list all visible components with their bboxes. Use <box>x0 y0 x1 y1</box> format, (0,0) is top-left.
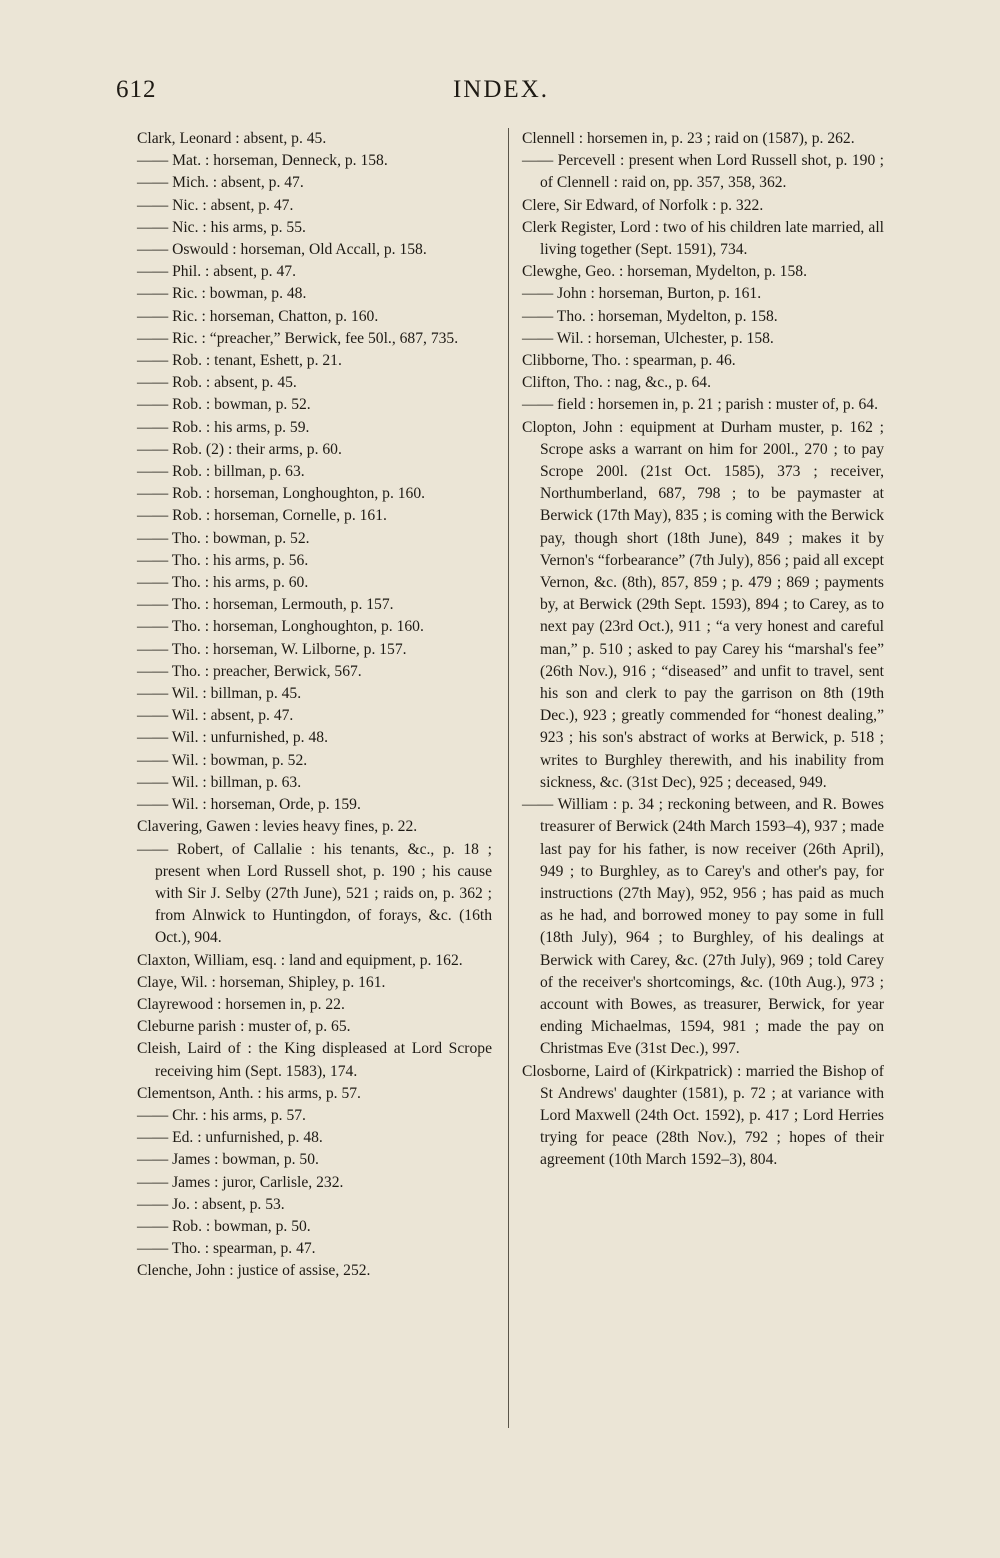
index-entry: —— field : horsemen in, p. 21 ; parish : muster of, p. 64. <box>522 396 879 414</box>
index-entry: —— Rob. : bowman, p. 50. <box>137 1217 311 1235</box>
index-entry: —— Percevell : present when Lord Russell shot, p. 190 ; of Clennell : raid on, pp. 357, 358, 362. <box>522 152 884 192</box>
index-entry: Clennell : horsemen in, p. 23 ; raid on (1587), p. 262. <box>522 130 855 147</box>
index-column-right <box>522 128 884 1172</box>
index-entry: —— John : horseman, Burton, p. 161. <box>522 285 762 303</box>
page-number: 612 <box>116 76 157 103</box>
index-entry: Claxton, William, esq. : land and equipment, p. 162. <box>137 951 463 969</box>
index-entry: Clayrewood : horsemen in, p. 22. <box>137 995 345 1013</box>
running-head: INDEX. <box>452 76 549 103</box>
index-entry: —— James : juror, Carlisle, 232. <box>137 1173 344 1191</box>
index-entry: Clewghe, Geo. : horseman, Mydelton, p. 158. <box>522 263 807 281</box>
index-entry: —— Tho. : spearman, p. 47. <box>137 1240 316 1258</box>
index-entry: —— Rob. (2) : their arms, p. 60. <box>137 440 342 458</box>
index-entry: —— Mich. : absent, p. 47. <box>137 174 304 192</box>
index-entry: —— Rob. : his arms, p. 59. <box>137 418 310 436</box>
index-entry: —— Tho. : his arms, p. 56. <box>137 551 309 569</box>
index-entry: Clenche, John : justice of assise, 252. <box>137 1262 371 1280</box>
index-entry: —— Wil. : unfurnished, p. 48. <box>137 729 328 747</box>
index-entry: —— Ed. : unfurnished, p. 48. <box>137 1129 323 1147</box>
index-entry: —— Tho. : horseman, W. Lilborne, p. 157. <box>137 640 407 658</box>
index-entry: Cleish, Laird of : the King displeased at Lord Scrope receiving him (Sept. 1583), 174. <box>137 1040 492 1080</box>
index-entry: Claye, Wil. : horseman, Shipley, p. 161. <box>137 973 386 991</box>
index-entry: —— Ric. : bowman, p. 48. <box>137 285 307 303</box>
index-entry: —— Ric. : “preacher,” Berwick, fee 50l., 687, 735. <box>137 329 459 347</box>
index-entry: —— Rob. : horseman, Longhoughton, p. 160. <box>137 485 426 503</box>
index-entry: —— Jo. : absent, p. 53. <box>137 1195 285 1213</box>
index-entry: —— Rob. : horseman, Cornelle, p. 161. <box>137 507 387 525</box>
index-entry: —— Tho. : horseman, Mydelton, p. 158. <box>522 307 778 325</box>
index-entry: —— Rob. : bowman, p. 52. <box>137 396 311 414</box>
index-entry: —— Wil. : bowman, p. 52. <box>137 751 308 769</box>
index-entry: —— Rob. : absent, p. 45. <box>137 374 297 392</box>
index-column-left <box>137 128 492 1283</box>
index-entry: Clementson, Anth. : his arms, p. 57. <box>137 1084 361 1102</box>
index-entry: —— James : bowman, p. 50. <box>137 1151 319 1169</box>
index-entry: Cleburne parish : muster of, p. 65. <box>137 1018 351 1036</box>
index-entry: —— Mat. : horseman, Denneck, p. 158. <box>137 152 388 170</box>
index-entry: —— Wil. : billman, p. 45. <box>137 685 302 703</box>
index-entry: —— Rob. : tenant, Eshett, p. 21. <box>137 352 342 370</box>
page-header <box>116 76 886 110</box>
index-entry: —— Nic. : his arms, p. 55. <box>137 218 306 236</box>
index-entry: —— Tho. : preacher, Berwick, 567. <box>137 662 362 680</box>
index-entry: —— Tho. : his arms, p. 60. <box>137 574 309 592</box>
index-entry: Clopton, John : equipment at Durham muster, p. 162 ; Scrope asks a warrant on him for 200l., 270 ; to pay Scrope 200l. (21st Oct. 1585), 373 ; receiver, Northumberland, 687, 798 ; to be paymaster at Berwick (17th May), 835 ; is coming with the Berwick pay, though short (18th June), 849 ; makes it by Vernon's “forbearance” (7th July), 856 ; paid all except Vernon, &c. (8th), 857, 859 ; p. 479 ; 869 ; payments by, at Berwick (29th Sept. 1593), 894 ; to Carey, as to next pay (23rd Oct.), 911 ; “a very honest and careful man,” p. 510 ; asked to pay Carey his “marshal's fee” (26th Nov.), 916 ; “diseased” and unfit to travel, sent his son and clerk to pay the garrison on 8th (19th Dec.), 923 ; greatly commended for “honest dealing,” 923 ; his son's abstract of works at Berwick, p. 518 ; writes to Burghley therewith, and his inability from sickness, &c. (31st Dec), 925 ; deceased, 949. <box>522 418 884 791</box>
index-entry: Clerk Register, Lord : two of his children late married, all living together (Sept. 1591), 734. <box>522 218 884 259</box>
index-entry: —— Phil. : absent, p. 47. <box>137 263 296 281</box>
index-entry: —— Tho. : bowman, p. 52. <box>137 529 310 547</box>
index-entry: —— Ric. : horseman, Chatton, p. 160. <box>137 307 379 325</box>
index-entry: —— Oswould : horseman, Old Accall, p. 158. <box>137 241 427 259</box>
index-entry: Clavering, Gawen : levies heavy fines, p. 22. <box>137 818 418 836</box>
index-entry: Clibborne, Tho. : spearman, p. 46. <box>522 352 736 370</box>
column-divider <box>508 128 509 1428</box>
index-entry: —— Nic. : absent, p. 47. <box>137 196 294 214</box>
index-entry: —— Wil. : horseman, Ulchester, p. 158. <box>522 329 774 347</box>
index-entry: —— William : p. 34 ; reckoning between, and R. Bowes treasurer of Berwick (24th March 1593–4), 937 ; made last pay for his father, is now receiver (26th April), 949 ; to Burghley, as to Carey's and other's pay, for instructions (27th May), 952, 956 ; has paid as much as he had, and borrowed money to pay some in full (18th July), 964 ; to Burghley, of his dealings at Berwick with Carey, &c. (27th July), 969 ; told Carey of the receiver's shortcomings, &c. (10th Aug.), 973 ; account with Bowes, as treasurer, Berwick, for year ending Michaelmas, 1594, 981 ; made the pay on Christmas Eve (31st Dec.), 997. <box>522 796 884 1058</box>
index-entry: Clark, Leonard : absent, p. 45. <box>137 130 327 147</box>
index-entry: —— Rob. : billman, p. 63. <box>137 463 305 481</box>
index-entry: —— Tho. : horseman, Longhoughton, p. 160. <box>137 618 424 636</box>
index-entry: Clere, Sir Edward, of Norfolk : p. 322. <box>522 196 764 214</box>
index-entry: —— Robert, of Callalie : his tenants, &c., p. 18 ; present when Lord Russell shot, p. 190 ; his cause with Sir J. Selby (27th June), 521 ; raids on, p. 362 ; from Alnwick to Huntingdon, of forays, &c. (16th Oct.), 904. <box>137 840 492 947</box>
index-entry: —— Chr. : his arms, p. 57. <box>137 1106 306 1124</box>
index-entry: —— Tho. : horseman, Lermouth, p. 157. <box>137 596 394 614</box>
index-entry: —— Wil. : horseman, Orde, p. 159. <box>137 796 361 814</box>
index-entry: Clifton, Tho. : nag, &c., p. 64. <box>522 374 711 392</box>
index-entry: —— Wil. : billman, p. 63. <box>137 773 302 791</box>
index-entry: —— Wil. : absent, p. 47. <box>137 707 294 725</box>
index-entry: Closborne, Laird of (Kirkpatrick) : married the Bishop of St Andrews' daughter (1581), p. 72 ; at variance with Lord Maxwell (24th Oct. 1592), p. 417 ; Lord Herries trying for peace (28th Nov.), 792 ; hopes of their agreement (10th March 1592–3), 804. <box>522 1062 884 1169</box>
